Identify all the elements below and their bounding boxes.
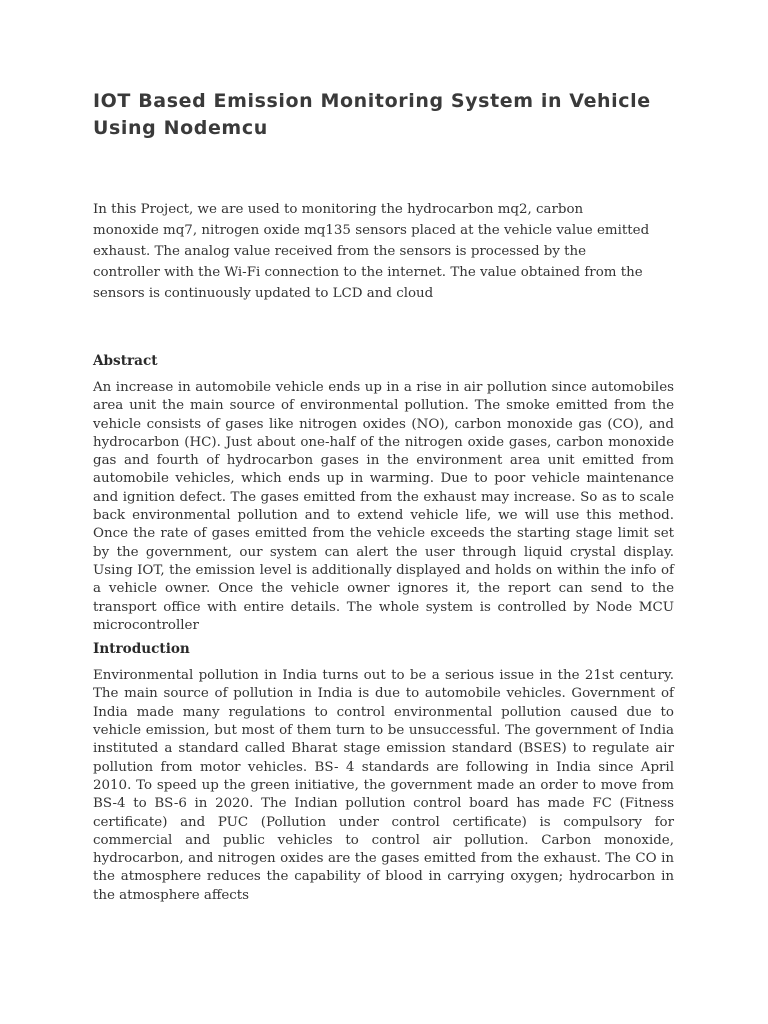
introduction-text: Environmental pollution in India turns out to be a serious issue in the 21st century. The main source of pollution in India is due to automobile vehicles. Government of India made many regulations to control environmental pollution caused due to vehicle emission, but most of them turn to be unsuccessful. The government of India instituted a standard called Bharat stage emission standard (BSES) to regulate air pollution from motor vehicles. BS- 4 standards are following in India since April 2010. To speed up the green initiative, the government made an order to move from BS-4 to BS-6 in 2020. The Indian pollution control board has made FC (Fitness certificate) and PUC (Pollution under control certificate) is compulsory for commercial and public vehicles to control air pollution. Carbon monoxide, hydrocarbon, and nitrogen oxides are the gases emitted from the exhaust. The CO in the atmosphere reduces the capability of blood in carrying oxygen; hydrocarbon in the atmosphere affects (93, 668, 674, 903)
abstract-heading: Abstract (93, 353, 158, 369)
document-page (93, 88, 674, 905)
introduction-heading: Introduction (93, 641, 190, 658)
project-summary: In this Project, we are used to monitoring the hydrocarbon mq2, carbon monoxide mq7, nitrogen oxide mq135 sensors placed at the vehicle value emitted exhaust. The analog value received from the sensors is processed by the controller with the Wi-Fi connection to the internet. The value obtained from the sensors is continuously updated to LCD and cloud (93, 202, 650, 301)
document-title: IOT Based Emission Monitoring System in Vehicle Using Nodemcu (93, 90, 651, 139)
abstract-text: An increase in automobile vehicle ends up in a rise in air pollution since automobiles area unit the main source of environmental pollution. The smoke emitted from the vehicle consists of gases like nitrogen oxides (NO), carbon monoxide gas (CO), and hydrocarbon (HC). Just about one-half of the nitrogen oxide gases, carbon monoxide gas and fourth of hydrocarbon gases in the environment area unit emitted from automobile vehicles, which ends up in warming. Due to poor vehicle maintenance and ignition defect. The gases emitted from the exhaust may increase. So as to scale back environmental pollution and to extend vehicle life, we will use this method. Once the rate of gases emitted from the vehicle exceeds the starting stage limit set by the government, our system can alert the user through liquid crystal display. Using IOT, the emission level is additionally displayed and holds on within the info of a vehicle owner. Once the vehicle owner ignores it, the report can send to the transport office with entire details. The whole system is controlled by Node MCU microcontroller (93, 380, 674, 633)
